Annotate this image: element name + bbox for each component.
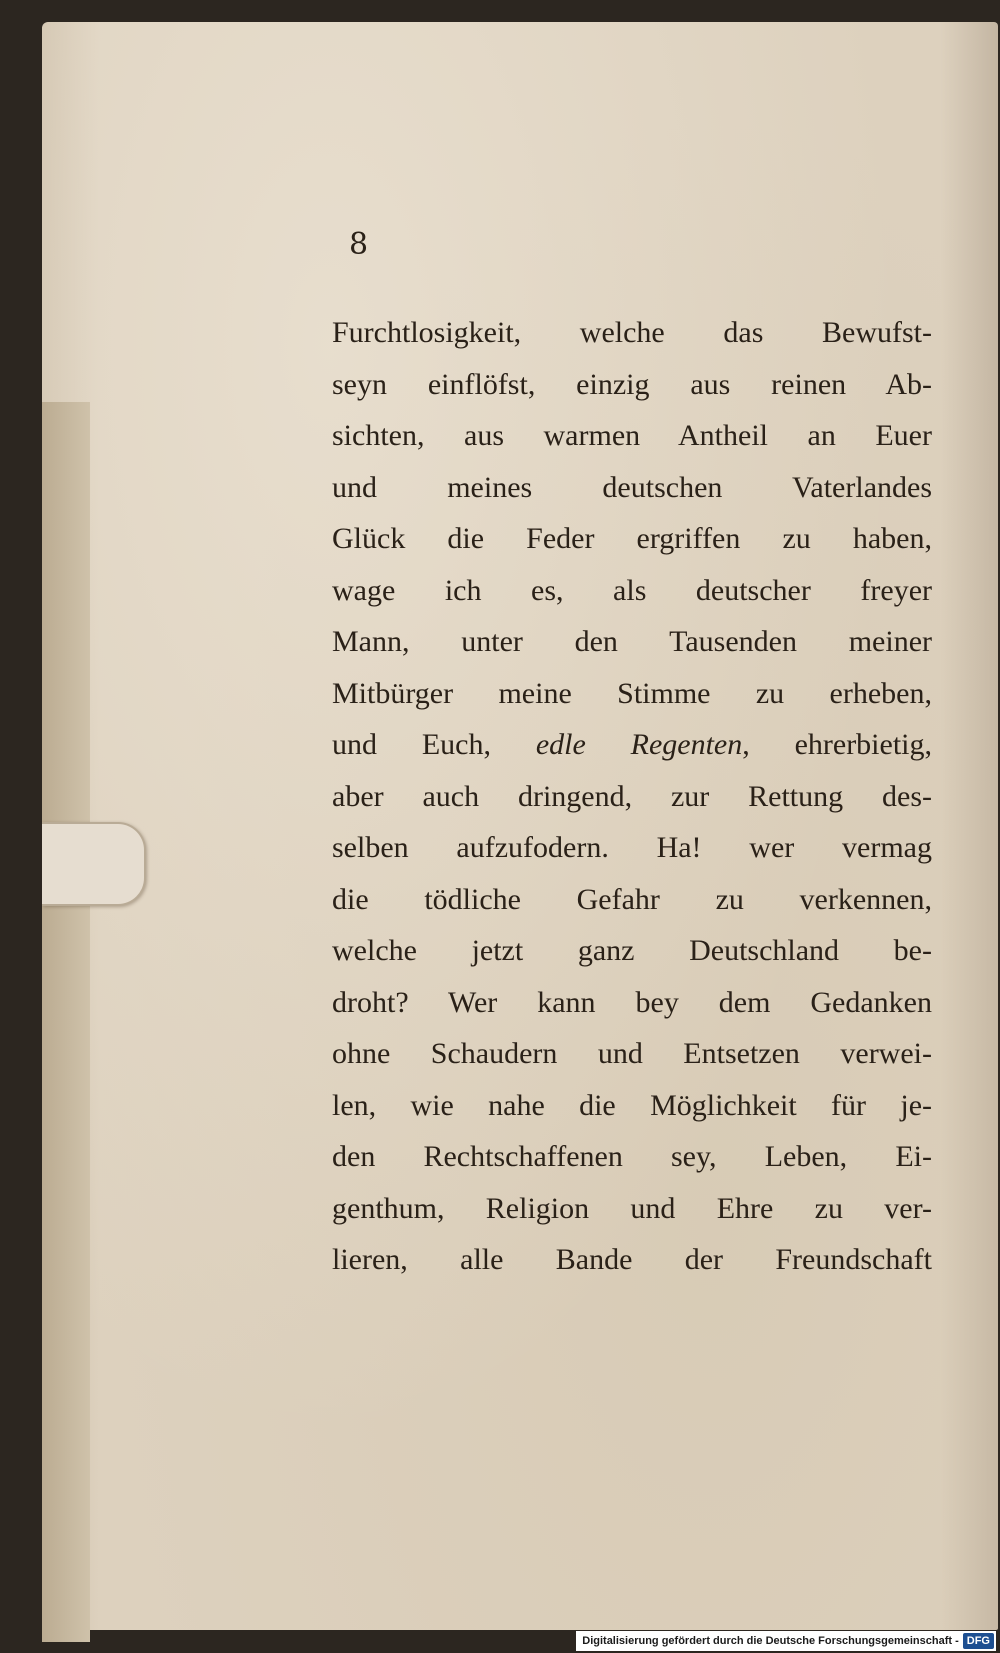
- text-line: selben aufzufodern. Ha! wer vermag: [332, 831, 932, 864]
- text-line: Furchtlosigkeit, welche das Bewufst-: [332, 316, 932, 349]
- text-line: und meines deutschen Vaterlandes: [332, 470, 932, 504]
- text-line: die tödliche Gefahr zu verkennen,: [332, 882, 932, 916]
- text-line: den Rechtschaffenen sey, Leben, Ei-: [332, 1140, 932, 1173]
- text-line: seyn einflöfst, einzig aus reinen Ab-: [332, 367, 932, 401]
- text-line: genthum, Religion und Ehre zu ver-: [332, 1191, 932, 1225]
- text-line: Glück die Feder ergriffen zu haben,: [332, 522, 932, 555]
- bookmark-tab: [42, 822, 146, 906]
- text-line: ohne Schaudern und Entsetzen verwei-: [332, 1037, 932, 1070]
- italic-phrase: edle Regenten: [535, 728, 743, 761]
- text-line: wage ich es, als deutscher freyer: [332, 573, 932, 607]
- page-number: 8: [349, 227, 369, 262]
- text-line: droht? Wer kann bey dem Gedanken: [332, 985, 932, 1019]
- text-run: , ehrerbietig,: [742, 728, 933, 761]
- digitization-credit: [576, 1631, 996, 1651]
- text-line: aber auch dringend, zur Rettung des-: [332, 779, 932, 813]
- text-run: und Euch,: [332, 728, 536, 761]
- text-line: welche jetzt ganz Deutschland be-: [332, 934, 932, 967]
- text-line: [332, 719, 932, 771]
- text-line: Mitbürger meine Stimme zu erheben,: [332, 676, 932, 710]
- text-line: len, wie nahe die Möglichkeit für je-: [332, 1088, 932, 1122]
- credit-text: Digitalisierung gefördert durch die Deutsche Forschungsgemeinschaft -: [582, 1635, 959, 1647]
- text-line: sichten, aus warmen Antheil an Euer: [332, 419, 932, 452]
- text-line: lieren, alle Bande der Freundschaft: [332, 1243, 932, 1276]
- text-line: Mann, unter den Tausenden meiner: [332, 625, 932, 658]
- book-page: [42, 22, 998, 1630]
- body-text: [332, 307, 932, 1286]
- dfg-logo: DFG: [963, 1633, 994, 1649]
- page-edge: [42, 402, 90, 1642]
